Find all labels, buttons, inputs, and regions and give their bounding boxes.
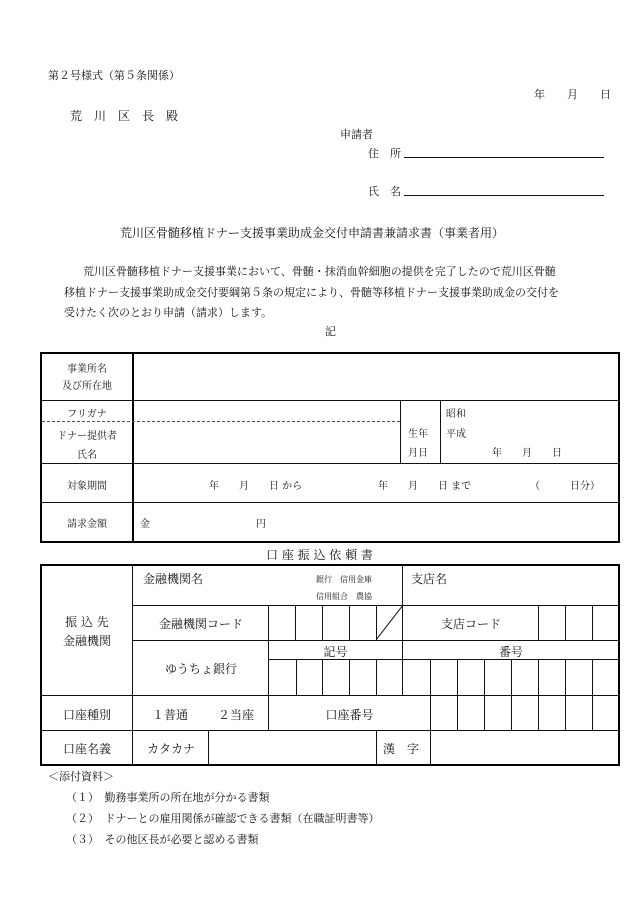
institution-name-field[interactable]	[214, 568, 310, 602]
katakana-label: カタカナ	[147, 742, 196, 756]
furigana-label: フリガナ	[67, 409, 107, 420]
amount-kin: 金	[140, 519, 150, 530]
era-heisei[interactable]: 平成	[446, 429, 466, 440]
account-number-field[interactable]	[432, 697, 617, 729]
kanji-label: 漢 字	[383, 742, 420, 756]
document-title: 荒川区骨髄移植ドナー支援事業助成金交付申請書兼請求書（事業者用）	[120, 226, 505, 240]
institution-name-label: 金融機関名	[143, 572, 204, 586]
attachment-item-2: （２） ドナーとの雇用関係が確認できる書類（在職証明書等）	[66, 812, 380, 825]
office-label-1: 事業所名	[67, 364, 107, 375]
period-label: 対象期間	[67, 481, 107, 492]
account-type-label: 口座種別	[62, 708, 111, 722]
addressee: 荒 川 区 長 殿	[70, 109, 179, 123]
applicant-label: 申請者	[340, 128, 373, 141]
branch-code-label: 支店コード	[440, 617, 501, 631]
ki-label: 記	[325, 325, 336, 338]
address-field[interactable]	[404, 157, 604, 158]
address-label: 住 所	[368, 147, 401, 160]
slash-mark	[376, 605, 403, 641]
office-field[interactable]	[136, 356, 616, 398]
institution-code-label: 金融機関コード	[158, 617, 243, 631]
account-number-label: 口座番号	[325, 708, 374, 722]
body-line-3: 受けたく次のとおり申請（請求）します。	[64, 306, 273, 319]
date-field[interactable]: 年 月 日	[534, 88, 611, 101]
kanji-field[interactable]	[432, 732, 617, 763]
account-type-current[interactable]: ２当座	[218, 708, 255, 722]
period-from[interactable]: 年 月 日 から	[209, 481, 303, 492]
yucho-label: ゆうちょ銀行	[164, 662, 237, 676]
body-line-1: 荒川区骨髄移植ドナー支援事業において、骨髄・抹消血幹細胞の提供を完了したので荒川区骨髄	[83, 265, 556, 278]
body-line-2: 移植ドナー支援事業助成金交付要綱第５条の規定により、骨髄等移植ドナー支援事業助成金の交付を	[64, 286, 559, 299]
kigo-label: 記号	[323, 645, 348, 659]
office-label-2: 及び所在地	[62, 381, 112, 392]
dest-label-2: 金融機関	[62, 634, 111, 648]
institution-types-2: 信用組合 農協	[316, 592, 372, 601]
dest-label-1: 振 込 先	[65, 615, 109, 629]
amount-yen: 円	[256, 519, 266, 530]
branch-name-label: 支店名	[411, 572, 448, 586]
era-showa[interactable]: 昭和	[446, 409, 466, 420]
name-label: 氏 名	[368, 185, 401, 198]
birth-date-field[interactable]: 年 月 日	[492, 448, 562, 459]
amount-label: 請求金額	[67, 519, 107, 530]
institution-types-1: 銀行 信用金庫	[316, 575, 372, 584]
period-days[interactable]: （ 日分）	[530, 481, 600, 492]
attachments-heading: ＜添付資料＞	[48, 770, 114, 783]
branch-name-field[interactable]	[458, 568, 616, 602]
bank-heading: 口 座 振 込 依 頼 書	[266, 548, 373, 562]
branch-code-field[interactable]	[540, 607, 617, 639]
form-number: 第２号様式（第５条関係）	[48, 69, 180, 82]
bango-label: 番号	[498, 645, 523, 659]
account-type-ordinary[interactable]: １普通	[152, 708, 189, 722]
donor-label-1: ドナー提供者	[57, 431, 117, 442]
institution-code-field[interactable]	[270, 607, 375, 639]
katakana-field[interactable]	[210, 732, 375, 763]
account-name-label: 口座名義	[62, 742, 111, 756]
birth-label-2: 月日	[408, 448, 428, 459]
period-to[interactable]: 年 月 日 まで	[378, 481, 472, 492]
attachment-item-1: （１） 勤務事業所の所在地が分かる書類	[66, 791, 270, 804]
donor-label-2: 氏名	[77, 450, 97, 461]
birth-label-1: 生年	[408, 429, 428, 440]
amount-field[interactable]	[155, 506, 250, 538]
name-field[interactable]	[404, 195, 604, 196]
yucho-number-field[interactable]	[270, 661, 616, 693]
donor-name-field[interactable]	[136, 402, 398, 460]
attachment-item-3: （３） その他区長が必要と認める書類	[66, 833, 259, 846]
